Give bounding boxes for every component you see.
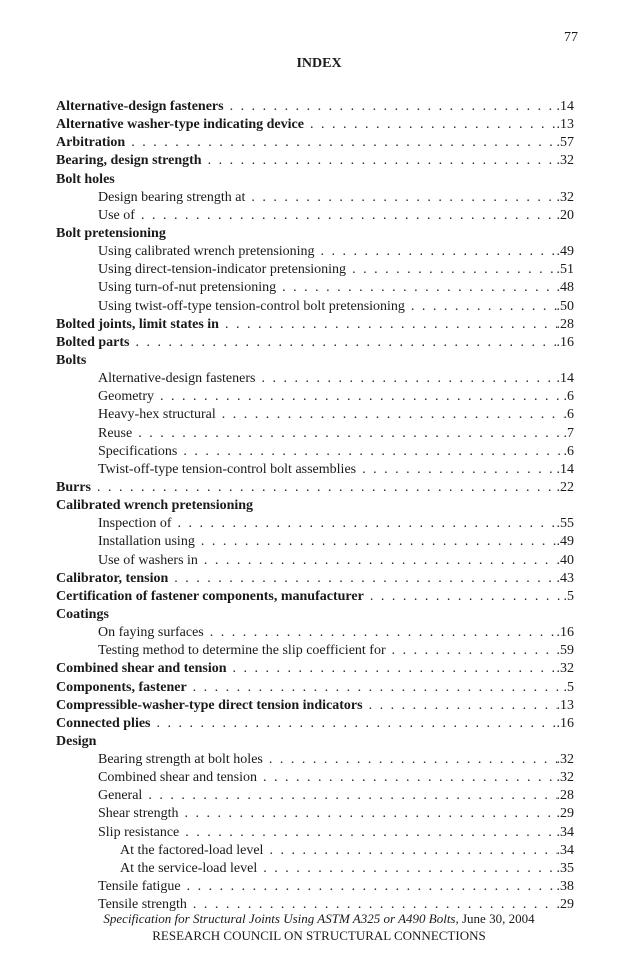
index-entry xyxy=(56,660,574,678)
index-entry xyxy=(56,805,574,823)
dot-leader xyxy=(216,406,564,424)
index-entry-label: Alternative-design fasteners xyxy=(98,371,256,387)
index-entry-page: .6 xyxy=(563,407,574,423)
index-entry-page: .5 xyxy=(563,679,574,695)
dot-leader xyxy=(346,261,556,279)
index-entry-page: .6 xyxy=(563,443,574,459)
index-entry xyxy=(56,461,574,479)
dot-leader xyxy=(227,660,557,678)
index-entry-label: On faying surfaces xyxy=(98,625,204,641)
index-entry-label: Bolt holes xyxy=(56,171,115,187)
index-entry-label: Using direct-tension-indicator pretensioning xyxy=(98,262,347,278)
dot-leader xyxy=(276,279,556,297)
index-entry-page: .55 xyxy=(556,516,574,532)
index-entry-label: Using turn-of-nut pretensioning xyxy=(98,280,277,296)
index-entry-label: General xyxy=(98,788,143,804)
index-entry xyxy=(56,697,574,715)
dot-leader xyxy=(187,679,564,697)
dot-leader xyxy=(363,697,557,715)
index-entry-page: .32 xyxy=(556,189,574,205)
index-entry-page: .49 xyxy=(556,244,574,260)
index-entry xyxy=(56,842,574,860)
index-entry-page: .28 xyxy=(556,788,574,804)
index-entry-page: .32 xyxy=(556,752,574,768)
index-entry-label: Bolted joints, limit states in xyxy=(56,316,219,332)
index-entry-page: .29 xyxy=(556,806,574,822)
dot-leader xyxy=(178,805,556,823)
index-entry-page: .20 xyxy=(556,207,574,223)
index-entry-label: Tensile strength xyxy=(98,897,187,913)
dot-leader xyxy=(171,515,556,533)
index-entry xyxy=(56,425,574,443)
index-entry xyxy=(56,152,574,170)
index-entry-label: Coatings xyxy=(56,606,109,622)
index-entry-page: .6 xyxy=(563,389,574,405)
index-entry-page: .16 xyxy=(556,334,574,350)
dot-leader xyxy=(263,842,556,860)
dot-leader xyxy=(198,552,557,570)
dot-leader xyxy=(154,388,564,406)
index-entry xyxy=(56,624,574,642)
index-entry xyxy=(56,316,574,334)
index-entry xyxy=(56,370,574,388)
index-entry xyxy=(56,225,574,243)
dot-leader xyxy=(364,588,564,606)
index-entry-page: .29 xyxy=(556,897,574,913)
index-entry xyxy=(56,116,574,134)
index-entry-page: .51 xyxy=(556,262,574,278)
index-entry-page: .48 xyxy=(556,280,574,296)
index-entry-label: Bearing, design strength xyxy=(56,153,202,169)
dot-leader xyxy=(179,824,556,842)
dot-leader xyxy=(224,98,557,116)
index-entry-label: Arbitration xyxy=(56,135,126,151)
dot-leader xyxy=(263,751,557,769)
dot-leader xyxy=(168,570,556,588)
dot-leader xyxy=(304,116,557,134)
index-entry xyxy=(56,860,574,878)
index-entry-label: Compressible-washer-type direct tension indicators xyxy=(56,697,363,713)
dot-leader xyxy=(245,189,556,207)
dot-leader xyxy=(405,298,557,316)
index-entry-label: Calibrated wrench pretensioning xyxy=(56,498,254,514)
dot-leader xyxy=(142,787,556,805)
index-entry-page: .40 xyxy=(556,552,574,568)
index-entry-label: Using twist-off-type tension-control bolt pretensioning xyxy=(98,298,405,314)
dot-leader xyxy=(255,370,556,388)
index-entry xyxy=(56,388,574,406)
index-entry-label: At the service-load level xyxy=(120,860,258,876)
index-entry-label: Alternative-design fasteners xyxy=(56,99,224,114)
index-entry-label: Installation using xyxy=(98,534,195,550)
index-entry-page: .13 xyxy=(556,697,574,713)
index-entry-label: Reuse xyxy=(98,425,133,441)
index-entry xyxy=(56,679,574,697)
dot-leader xyxy=(386,642,557,660)
footer-spec-title: Specification for Structural Joints Using ASTM A325 or A490 Bolts xyxy=(103,911,456,926)
footer-date: , June 30, 2004 xyxy=(455,911,535,926)
index-entry-label: Alternative washer-type indicating device xyxy=(56,117,304,133)
index-entry-page: .38 xyxy=(556,879,574,895)
index-entry-label: Use of xyxy=(98,207,135,223)
index-entry-page: .49 xyxy=(556,534,574,550)
index-entry-label: Burrs xyxy=(56,479,91,495)
index-entry-page: .14 xyxy=(556,461,574,477)
index-entry-label: Design xyxy=(56,733,97,749)
dot-leader xyxy=(257,860,556,878)
index-entry-label: Slip resistance xyxy=(98,824,180,840)
index-entry xyxy=(56,733,574,751)
index-entry xyxy=(56,751,574,769)
dot-leader xyxy=(315,243,557,261)
index-entry xyxy=(56,533,574,551)
index-entry xyxy=(56,642,574,660)
index-entry xyxy=(56,515,574,533)
dot-leader xyxy=(130,334,557,352)
index-entry xyxy=(56,479,574,497)
index-entry xyxy=(56,497,574,515)
index-entry xyxy=(56,134,574,152)
index-entry-page: .32 xyxy=(556,153,574,169)
index-entry-label: Combined shear and tension xyxy=(98,770,258,786)
index-entry xyxy=(56,261,574,279)
index-entry xyxy=(56,443,574,461)
index-entry xyxy=(56,207,574,225)
index-entry-label: Inspection of xyxy=(98,516,172,532)
dot-leader xyxy=(91,479,557,497)
index-entry-page: .50 xyxy=(556,298,574,314)
index-entry xyxy=(56,787,574,805)
dot-leader xyxy=(132,425,563,443)
dot-leader xyxy=(202,152,557,170)
footer-line-1 xyxy=(0,910,638,927)
dot-leader xyxy=(151,715,557,733)
index-entry-label: Components, fastener xyxy=(56,679,187,695)
dot-leader xyxy=(356,461,556,479)
index-entry-page: .5 xyxy=(563,588,574,604)
index-entry-label: Bolts xyxy=(56,352,87,368)
page-title: INDEX xyxy=(296,56,342,71)
dot-leader xyxy=(177,443,563,461)
index-entry xyxy=(56,824,574,842)
index-entry-label: Bolt pretensioning xyxy=(56,225,166,241)
index-entry-label: Heavy-hex structural xyxy=(98,407,216,423)
page-number: 77 xyxy=(564,30,578,45)
index-entry xyxy=(56,715,574,733)
index-entry-page: .16 xyxy=(556,625,574,641)
index-entry-label: Design bearing strength at xyxy=(98,189,246,205)
index-entry xyxy=(56,878,574,896)
index-entry-label: Shear strength xyxy=(98,806,179,822)
index-entry-label: Bearing strength at bolt holes xyxy=(98,752,263,768)
index-entry-page: .59 xyxy=(556,643,574,659)
dot-leader xyxy=(257,769,556,787)
index-entry xyxy=(56,352,574,370)
dot-leader xyxy=(125,134,556,152)
index-entry-page: .22 xyxy=(556,479,574,495)
index-entry-label: Using calibrated wrench pretensioning xyxy=(98,244,315,260)
index-entry-label: Use of washers in xyxy=(98,552,198,568)
index-entry-page: .14 xyxy=(556,371,574,387)
index-entry-label: Certification of fastener components, manufacturer xyxy=(56,588,364,604)
dot-leader xyxy=(135,207,557,225)
index-entry-page: .14 xyxy=(556,99,574,114)
index-entry-label: At the factored-load level xyxy=(120,842,264,858)
index-entry-label: Combined shear and tension xyxy=(56,661,227,677)
index-entry xyxy=(56,588,574,606)
footer-line-2: RESEARCH COUNCIL ON STRUCTURAL CONNECTIONS xyxy=(152,928,486,943)
index-entry-label: Calibrator, tension xyxy=(56,570,169,586)
index-entry-label: Testing method to determine the slip coefficient for xyxy=(98,643,386,659)
index-entry-label: Twist-off-type tension-control bolt assemblies xyxy=(98,461,357,477)
index-entry xyxy=(56,552,574,570)
index-entry-page: .16 xyxy=(556,715,574,731)
index-entry xyxy=(56,570,574,588)
index-entry-page: .28 xyxy=(556,316,574,332)
dot-leader xyxy=(195,533,557,551)
index-entry xyxy=(56,189,574,207)
index-entry-label: Specifications xyxy=(98,443,178,459)
index-entry xyxy=(56,406,574,424)
index-entry-label: Geometry xyxy=(98,389,154,405)
index-entry xyxy=(56,171,574,189)
dot-leader xyxy=(219,316,557,334)
index-entry-page: .43 xyxy=(556,570,574,586)
index-entry-page: .57 xyxy=(556,135,574,151)
index-entry xyxy=(56,98,574,116)
index-entry-page: .34 xyxy=(556,842,574,858)
index-entry xyxy=(56,279,574,297)
index-entry xyxy=(56,769,574,787)
index-entry xyxy=(56,243,574,261)
index-entry-page: .7 xyxy=(563,425,574,441)
index-entry-page: .32 xyxy=(556,661,574,677)
index-entry-page: .32 xyxy=(556,770,574,786)
index-entry xyxy=(56,606,574,624)
dot-leader xyxy=(181,878,557,896)
page-footer xyxy=(0,910,638,944)
index-entry-label: Tensile fatigue xyxy=(98,879,181,895)
index-entry-label: Connected plies xyxy=(56,715,151,731)
dot-leader xyxy=(204,624,557,642)
index-entry-page: .35 xyxy=(556,860,574,876)
index-entry-page: .13 xyxy=(556,117,574,133)
index-entry xyxy=(56,334,574,352)
index-entry-label: Bolted parts xyxy=(56,334,130,350)
index-entry xyxy=(56,298,574,316)
index-entry-page: .34 xyxy=(556,824,574,840)
index-list xyxy=(56,98,574,914)
